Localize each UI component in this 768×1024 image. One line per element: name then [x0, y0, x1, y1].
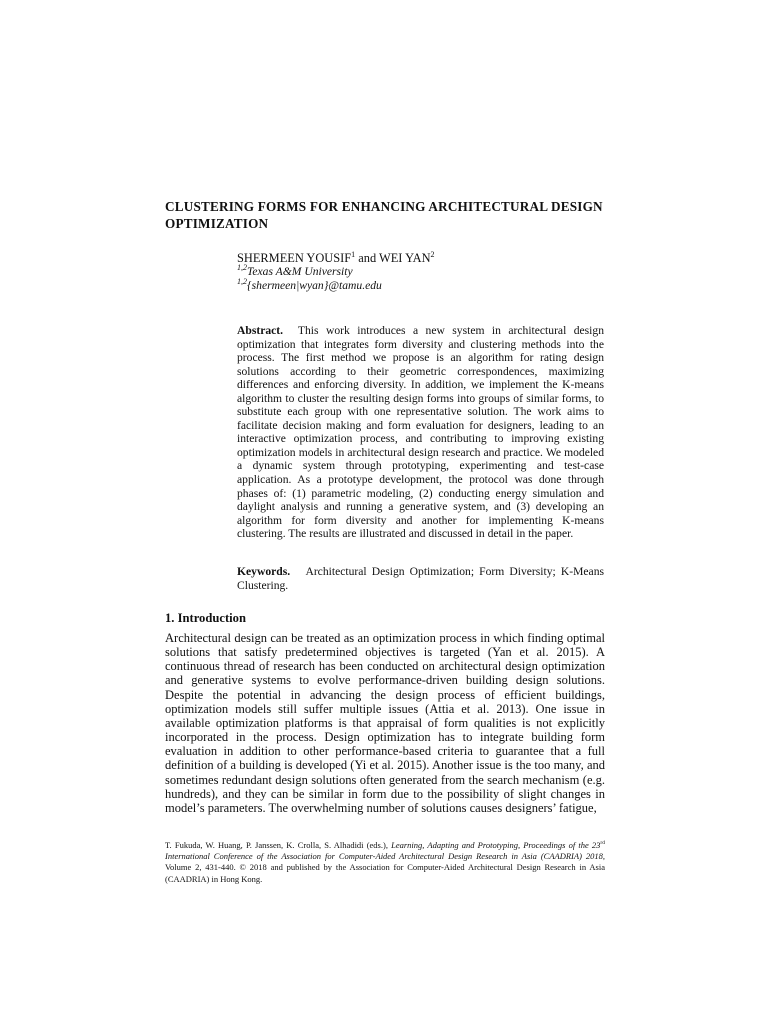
paper-title: CLUSTERING FORMS FOR ENHANCING ARCHITECTURAL DESIGN OPTIMIZATION [165, 199, 603, 231]
author-names [237, 251, 617, 265]
keywords-label: Keywords. [237, 565, 291, 578]
footnote-proceedings-2: International Conference of the Association for Computer-Aided Architectural Design Research in Asia (CAADRIA) 2018 [165, 851, 603, 862]
publication-footnote [165, 840, 605, 885]
author-conjunction: and [355, 251, 380, 265]
author-1-sup: 1 [351, 249, 356, 259]
footnote-proceedings-1: Learning, Adapting and Prototyping, Proceedings of the 23 [391, 840, 601, 850]
footnote-editors: T. Fukuda, W. Huang, P. Janssen, K. Crolla, S. Alhadidi (eds.), [165, 840, 392, 850]
abstract-label: Abstract. [237, 324, 284, 337]
footnote-publication-info: , Volume 2, 431-440. © 2018 and published by the Association for Computer-Aided Architectural Design Research in Asia (CAADRIA) in Hong Kong. [165, 851, 605, 884]
affiliation [237, 265, 617, 279]
footnote-ordinal-sup: rd [600, 840, 605, 847]
affiliation-sup: 1,2 [237, 263, 247, 273]
email-address[interactable]: {shermeen|wyan}@tamu.edu [247, 279, 382, 292]
affiliation-name: Texas A&M University [247, 265, 353, 278]
section-heading-introduction: 1. Introduction [165, 611, 246, 625]
author-email [237, 279, 617, 293]
author-1-name: SHERMEEN YOUSIF [237, 251, 352, 265]
author-block [237, 251, 617, 293]
email-sup: 1,2 [237, 277, 247, 287]
introduction-paragraph: Architectural design can be treated as an optimization process in which finding optimal solutions that satisfy predetermined objectives is targeted (Yan et al. 2015). A continuous thread of research has been conducted on architectural design optimization and generative systems to evolve performance-driven building design solutions. Despite the potential in advancing the design process of efficient buildings, optimization models still suffer multiple issues (Attia et al. 2013). One issue in available optimization platforms is that appraisal of form qualities is not explicitly incorporated in the process. Design optimization has to integrate building form evaluation in addition to other performance-based criteria to guarantee that a full definition of a building is developed (Yi et al. 2015). Another issue is the too many, and sometimes redundant design solutions often generated from the search mechanism (e.g. hundreds), and they can be similar in form due to the possibility of slight changes in model’s parameters. The overwhelming number of solutions causes designers’ fatigue, [165, 631, 605, 815]
abstract-text: This work introduces a new system in architectural design optimization that integrates form diversity and clustering methods into the process. The first method we propose is an algorithm for rating design solutions according to their geometric correspondences, maximizing differences and enforcing diversity. In addition, we implement the K-means algorithm to cluster the resulting design forms into groups of similar forms, to substitute each group with one representative solution. The work aims to facilitate decision making and form evaluation for designers, leading to an interactive optimization process, and contributing to improving existing optimization models in architectural design research and practice. We modeled a dynamic system through prototyping, experimenting and test-case application. As a prototype development, the protocol was done through phases of: (1) parametric modeling, (2) conducting energy simulation and daylight analysis and running a generative system, and (3) developing an algorithm for form diversity and another for implementing K-means clustering. The results are illustrated and discussed in detail in the paper. [237, 324, 605, 541]
author-2-sup: 2 [430, 249, 435, 259]
author-2-name: WEI YAN [379, 251, 431, 265]
keywords-text: Architectural Design Optimization; Form Diversity; K-Means Clustering. [237, 565, 604, 592]
keywords [237, 565, 604, 592]
abstract [237, 324, 604, 541]
